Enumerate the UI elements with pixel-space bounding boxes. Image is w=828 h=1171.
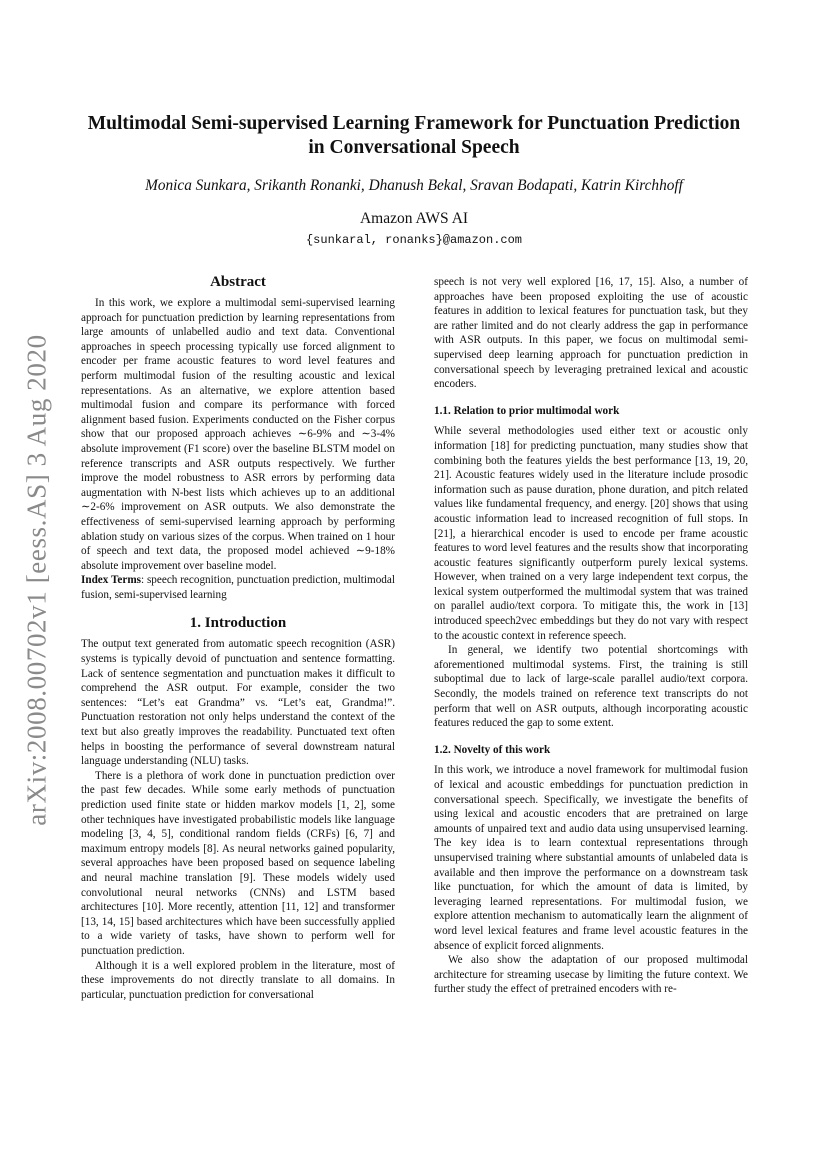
right-column xyxy=(434,275,748,997)
title-line-1: Multimodal Semi-supervised Learning Framework for Punctuation Prediction xyxy=(87,113,741,134)
email: {sunkaral, ronanks}@amazon.com xyxy=(305,233,523,247)
section-1-1-paragraph-1: While several methodologies used either text or acoustic only information [18] for predicting punctuation, many studies show that combining both the features yields the best performance [13, 19, 20, 21]. Acoustic features widely used in the literature include prosodic information such as pause duration, phone duration, and pitch related values like fundamental frequency, and energy. [20] shows that using acoustic information lead to increased recognition of full stops. In [21], a hierarchical encoder is used to encode per frame acoustic features to word level features and the results show that incorporating acoustic features significantly outperform purely lexical systems. However, when trained on a very large independent text corpus, the lexical system outperformed the multimodal system that was trained on parallel audio/text corpora. To mitigate this, the work in [13] introduced speech2vec embeddings but they do not vary with respect to the acoustic context in reference speech. xyxy=(434,425,748,642)
index-terms-text: : speech recognition, punctuation prediction, multimodal fusion, semi-supervised learning xyxy=(81,574,395,601)
abstract-text: In this work, we explore a multimodal semi-supervised learning approach for punctuation prediction by learning representations from large amounts of unlabelled audio and text data. Conventional approaches in speech processing typically use forced alignment to encoder per frame acoustic features to word level features and perform multimodal fusion of the resulting acoustic and lexical representations. As an alternative, we explore attention based multimodal fusion and compare its performance with forced alignment based fusion. Experiments conducted on the Fisher corpus show that our proposed approach achieves ∼6-9% and ∼3-4% absolute improvement (F1 score) over the baseline BLSTM model on reference transcripts and ASR outputs respectively. We further improve the model robustness to ASR errors by performing data augmentation with N-best lists which achieves up to an additional ∼2-6% improvement on ASR outputs. We also demonstrate the effectiveness of semi-supervised learning approach by performing ablation study on various sizes of the corpus. When trained on 1 hour of speech and text data, the proposed model achieved ∼9-18% absolute improvement over baseline model. xyxy=(81,297,395,572)
section-1-1-heading: 1.1. Relation to prior multimodal work xyxy=(434,404,620,417)
index-terms xyxy=(81,573,395,602)
section-1-2-paragraph-2: We also show the adaptation of our proposed multimodal architecture for streaming usecase by limiting the future context. We further study the effect of pretrained encoders with re- xyxy=(434,954,748,996)
intro-paragraph-3: Although it is a well explored problem in the literature, most of these improvements do not directly translate to all domains. In particular, punctuation prediction for conversational xyxy=(81,959,395,1001)
arxiv-stamp xyxy=(14,0,60,1171)
section-1-1-paragraph-2: In general, we identify two potential shortcomings with aforementioned multimodal systems. First, the training is still suboptimal due to lack of large-scale parallel audio/text corpora. Secondly, the models trained on reference text transcripts do not perform that well on ASR outputs, although incorporating acoustic features reduced the gap to some extent. xyxy=(434,644,748,730)
index-terms-label: Index Terms xyxy=(81,574,142,587)
abstract-heading: Abstract xyxy=(210,274,266,290)
affiliation: Amazon AWS AI xyxy=(359,210,469,227)
section-1-2-heading: 1.2. Novelty of this work xyxy=(434,743,551,756)
author-list: Monica Sunkara, Srikanth Ronanki, Dhanush Bekal, Sravan Bodapati, Katrin Kirchhoff xyxy=(145,177,683,194)
intro-paragraph-4: speech is not very well explored [16, 17, 15]. Also, a number of approaches have been proposed exploiting the use of acoustic features in addition to lexical features for punctuation task, but they are rather limited and do not clearly address the gap in performance with ASR outputs. In this paper, we focus on multimodal semi-supervised deep learning approach for punctuation prediction in conversational speech by leveraging pretrained lexical and acoustic encoders. xyxy=(434,276,748,391)
paper-title xyxy=(70,112,758,160)
left-column xyxy=(81,273,395,1002)
intro-heading: 1. Introduction xyxy=(189,615,287,632)
intro-paragraph-1: The output text generated from automatic speech recognition (ASR) systems is typically devoid of punctuation and sentence formatting. Lack of sentence segmentation and punctuation makes it difficult to comprehend the ASR output. For example, consider the two sentences: “Let’s eat Grandma” vs. “Let’s eat, Grandma!”. Punctuation restoration not only helps understand the context of the text but also greatly improves the readability. Punctuated text often helps in boosting the performance of several downstream natural language understanding (NLU) tasks. xyxy=(81,638,395,768)
arxiv-stamp-text: arXiv:2008.00702v1 [eess.AS] 3 Aug 2020 xyxy=(21,334,52,826)
section-1-2-paragraph-1: In this work, we introduce a novel framework for multimodal fusion of lexical and acoustic embeddings for punctuation prediction in conversational speech. Specifically, we investigate the benefits of using lexical and acoustic encoders that are pretrained on large amounts of unpaired text and audio data using unsupervised learning. The key idea is to learn contextual representations through unsupervised training where substantial amounts of unlabeled data is available and then improve the performance on a downstream task like punctuation, for which the amount of data is limited, by leveraging learned representations. For multimodal fusion, we explore attention mechanism to automatically learn the alignment of word level lexical features and frame level acoustic features in the absence of explicit forced alignments. xyxy=(434,764,748,952)
title-line-2: in Conversational Speech xyxy=(308,137,520,158)
intro-paragraph-2: There is a plethora of work done in punctuation prediction over the past few decades. While some early methods of punctuation prediction used finite state or hidden markov models [1, 2], some other techniques have investigated probabilistic models like language modeling [3, 4, 5], conditional random fields (CRFs) [6, 7] and maximum entropy models [8]. As neural networks gained popularity, several approaches have been proposed based on sequence labeling and neural machine translation [9]. These models widely used convolutional neural networks (CNNs) and LSTM based architectures [10]. More recently, attention [11, 12] and transformer [13, 14, 15] based architectures which have been successfully applied to a wide variety of tasks, have shown to perform well for punctuation prediction. xyxy=(81,769,395,957)
